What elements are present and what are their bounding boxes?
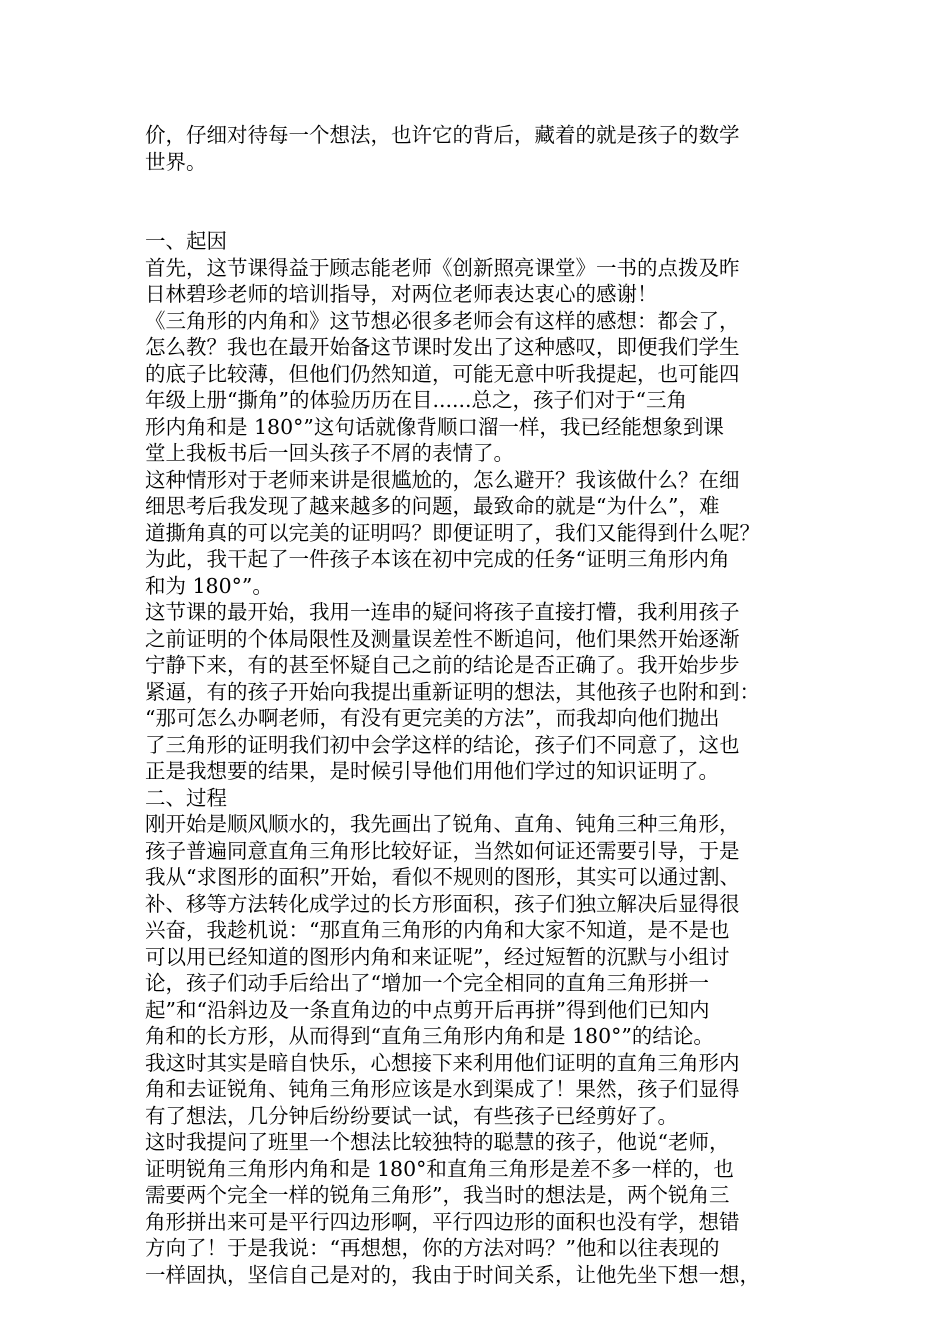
paragraph-clever-child: 这时我提问了班里一个想法比较独特的聪慧的孩子，他说“老师， 证明锐角三角形内角和是 180°和直角三角形是差不多一样的，也 需要两个完全一样的锐角三角形”，我当时的想法是，两个锐角三 角形拼出来可是平行四边形啊，平行四边形的面积也没有学，想错 方向了！于是我说：“再想想，你的方法对吗？”他和以往表现的 一样固执，坚信自己是对的，我由于时间关系，让他先坐下想一想， [145,1130,760,1287]
document-page [145,122,825,1288]
paragraph-secretly-happy: 我这时其实是暗自快乐，心想接下来利用他们证明的直角三角形内 角和去证锐角、钝角三角形应该是水到渠成了！果然，孩子们显得 有了想法，几分钟后纷纷要试一试，有些孩子已经剪好了。 [145,1050,740,1128]
paragraph-lesson-start: 这节课的最开始，我用一连串的疑问将孩子直接打懵，我利用孩子 之前证明的个体局限性及测量误差性不断追问，他们果然开始逐渐 宁静下来，有的甚至怀疑自己之前的结论是否正确了。我开始步步 紧逼，有的孩子开始向我提出重新证明的想法，其他孩子也附和到： “那可怎么办啊老师，有没有更完美的方法”，而我却向他们抛出 了三角形的证明我们初中会学这样的结论，孩子们不同意了，这也 正是我想要的结果，是时候引导他们用他们学过的知识证明了。 [145,600,760,783]
paragraph-gap [145,175,825,228]
intro-paragraph: 价，仔细对待每一个想法，也许它的背后，藏着的就是孩子的数学 世界。 [145,123,740,174]
paragraph-awkward-situation: 这种情形对于老师来讲是很尴尬的，怎么避开？我该做什么？在细 细思考后我发现了越来越多的问题，最致命的就是“为什么”，难 道撕角真的可以完美的证明吗？即便证明了，我们又能得到什么呢？ 为此，我干起了一件孩子本该在初中完成的任务“证明三角形内角 和为 180°”。 [145,467,760,598]
section-heading-cause: 一、起因 [145,229,227,253]
section-heading-process: 二、过程 [145,785,227,810]
paragraph-thanks: 首先，这节课得益于顾志能老师《创新照亮课堂》一书的点拨及昨 日林碧珍老师的培训指导，对两位老师表达衷心的感谢！ [145,255,740,306]
paragraph-right-triangle: 刚开始是顺风顺水的，我先画出了锐角、直角、钝角三种三角形， 孩子普遍同意直角三角形比较好证，当然如何证还需要引导，于是 我从“求图形的面积”开始，看似不规则的图形，其实可以通过割、 补、移等方法转化成学过的长方形面积，孩子们独立解决后显得很 兴奋，我趁机说：“那直角三角形的内角和大家不知道，是不是也 可以用已经知道的图形内角和来证呢”，经过短暂的沉默与小组讨 论，孩子们动手后给出了“增加一个完全相同的直角三角形拼一 起”和“沿斜边及一条直角边的中点剪开后再拼”得到他们已知内 角和的长方形，从而得到“直角三角形内角和是 180°”的结论。 [145,812,740,1048]
paragraph-lesson-feeling: 《三角形的内角和》这节想必很多老师会有这样的感想：都会了， 怎么教？我也在最开始备这节课时发出了这种感叹，即便我们学生 的底子比较薄，但他们仍然知道，可能无意中听我提起，也可能四 年级上册“撕角”的体验历历在目......总之，孩子们对于“三角 形内角和是 180°”这句话就像背顺口溜一样，我已经能想象到课 堂上我板书后一回头孩子不屑的表情了。 [145,308,740,465]
